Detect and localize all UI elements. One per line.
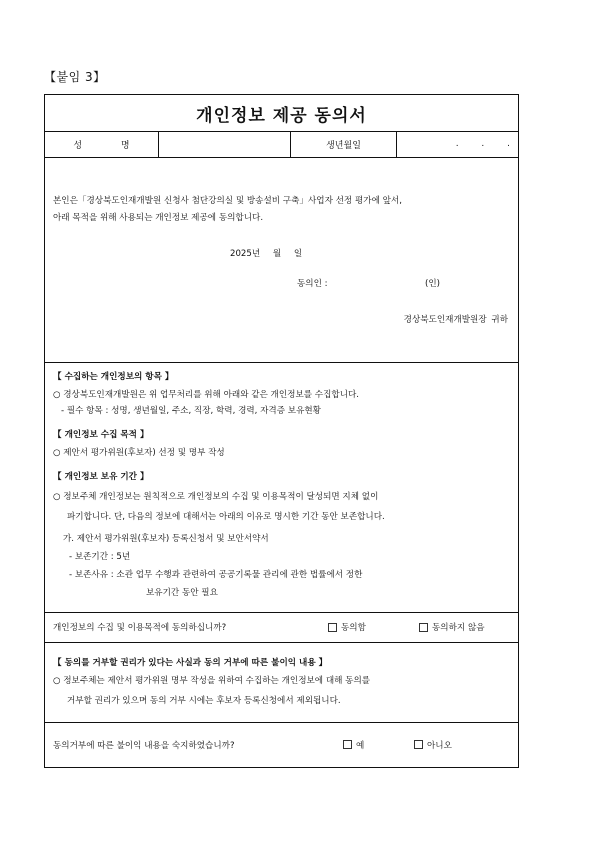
retention-line-2: 파기합니다. 단, 다음의 정보에 대해서는 아래의 이유로 명시한 기간 동안 보존합니다. — [67, 512, 385, 522]
consent-line-1: 본인은「경상북도인재개발원 신청사 첨단강의실 및 방송설비 구축」사업자 선정 평가에 앞서, — [53, 196, 402, 206]
consent-section — [45, 157, 518, 363]
refusal-section — [45, 642, 518, 723]
yes-label: 예 — [356, 740, 365, 751]
retention-line-1: ○ 정보주체 개인정보는 원칙적으로 개인정보의 수집 및 이용목적이 달성되면 지체 없이 — [53, 492, 379, 502]
info-row — [45, 131, 518, 158]
no-label: 아니오 — [427, 740, 452, 751]
retention-line-3: 가. 제안서 평가위원(후보자) 등록신청서 및 보안서약서 — [63, 534, 269, 544]
retention-line-4: - 보존기간 : 5년 — [69, 552, 131, 562]
acknowledge-question — [45, 722, 518, 767]
no-option[interactable] — [414, 722, 452, 767]
retention-heading: 【 개인정보 보유 기간 】 — [53, 472, 149, 482]
agree-option[interactable] — [328, 612, 366, 642]
signer-label: 동의인 : — [297, 279, 328, 289]
birth-value: . . . — [455, 139, 510, 149]
no-checkbox[interactable] — [414, 740, 423, 749]
consent-paragraph — [53, 193, 512, 227]
purpose-heading: 【 개인정보 수집 목적 】 — [53, 430, 149, 440]
collected-items-line-1: ○ 경상북도인재개발원은 위 업무처리를 위해 아래와 같은 개인정보를 수집합니다. — [53, 390, 360, 400]
disagree-label: 동의하지 않음 — [432, 623, 485, 633]
birth-label: 생년월일 — [291, 131, 397, 157]
consent-question — [45, 612, 518, 643]
refusal-line-1: ○ 정보주체는 제안서 평가위원 명부 작성을 위하여 수집하는 개인정보에 대해 동의를 — [53, 676, 371, 686]
refusal-heading: 【 동의를 거부할 권리가 있다는 사실과 동의 거부에 따른 불이익 내용 】 — [53, 658, 328, 668]
retention-line-5: - 보존사유 : 소관 업무 수행과 관련하여 공공기록물 관리에 관한 법률에서 정한 — [69, 570, 363, 580]
consent-line-2: 아래 목적을 위해 사용되는 개인정보 제공에 동의합니다. — [53, 213, 264, 223]
retention-line-6: 보유기간 동안 필요 — [146, 588, 218, 598]
disagree-checkbox[interactable] — [419, 623, 428, 632]
name-label: 성 명 — [45, 131, 159, 157]
seal-label: (인) — [425, 279, 441, 289]
yes-checkbox[interactable] — [343, 740, 352, 749]
collected-items-heading: 【 수집하는 개인정보의 항목 】 — [53, 372, 174, 382]
consent-form — [44, 94, 519, 768]
disagree-option[interactable] — [419, 612, 485, 642]
agree-checkbox[interactable] — [328, 623, 337, 632]
notice-section — [45, 362, 518, 613]
recipient: 경상북도인재개발원장 귀하 — [403, 315, 508, 325]
birth-field[interactable] — [397, 131, 520, 157]
agree-label: 동의함 — [341, 623, 366, 633]
acknowledge-question-text: 동의거부에 따른 불이익 내용을 숙지하였습니까? — [53, 740, 235, 751]
attachment-label: 【붙임 3】 — [44, 70, 106, 84]
yes-option[interactable] — [343, 722, 364, 767]
form-title: 개인정보 제공 동의서 — [45, 95, 518, 132]
consent-date: 2025년 월 일 — [230, 249, 303, 259]
name-field[interactable] — [159, 131, 291, 157]
consent-question-text: 개인정보의 수집 및 이용목적에 동의하십니까? — [53, 623, 227, 633]
refusal-line-2: 거부할 권리가 있으며 동의 거부 시에는 후보자 등록신청에서 제외됩니다. — [67, 696, 341, 706]
purpose-line-1: ○ 제안서 평가위원(후보자) 선정 및 명부 작성 — [53, 448, 225, 458]
collected-items-line-2: - 필수 항목 : 성명, 생년월일, 주소, 직장, 학력, 경력, 자격증 보유현황 — [61, 406, 321, 416]
